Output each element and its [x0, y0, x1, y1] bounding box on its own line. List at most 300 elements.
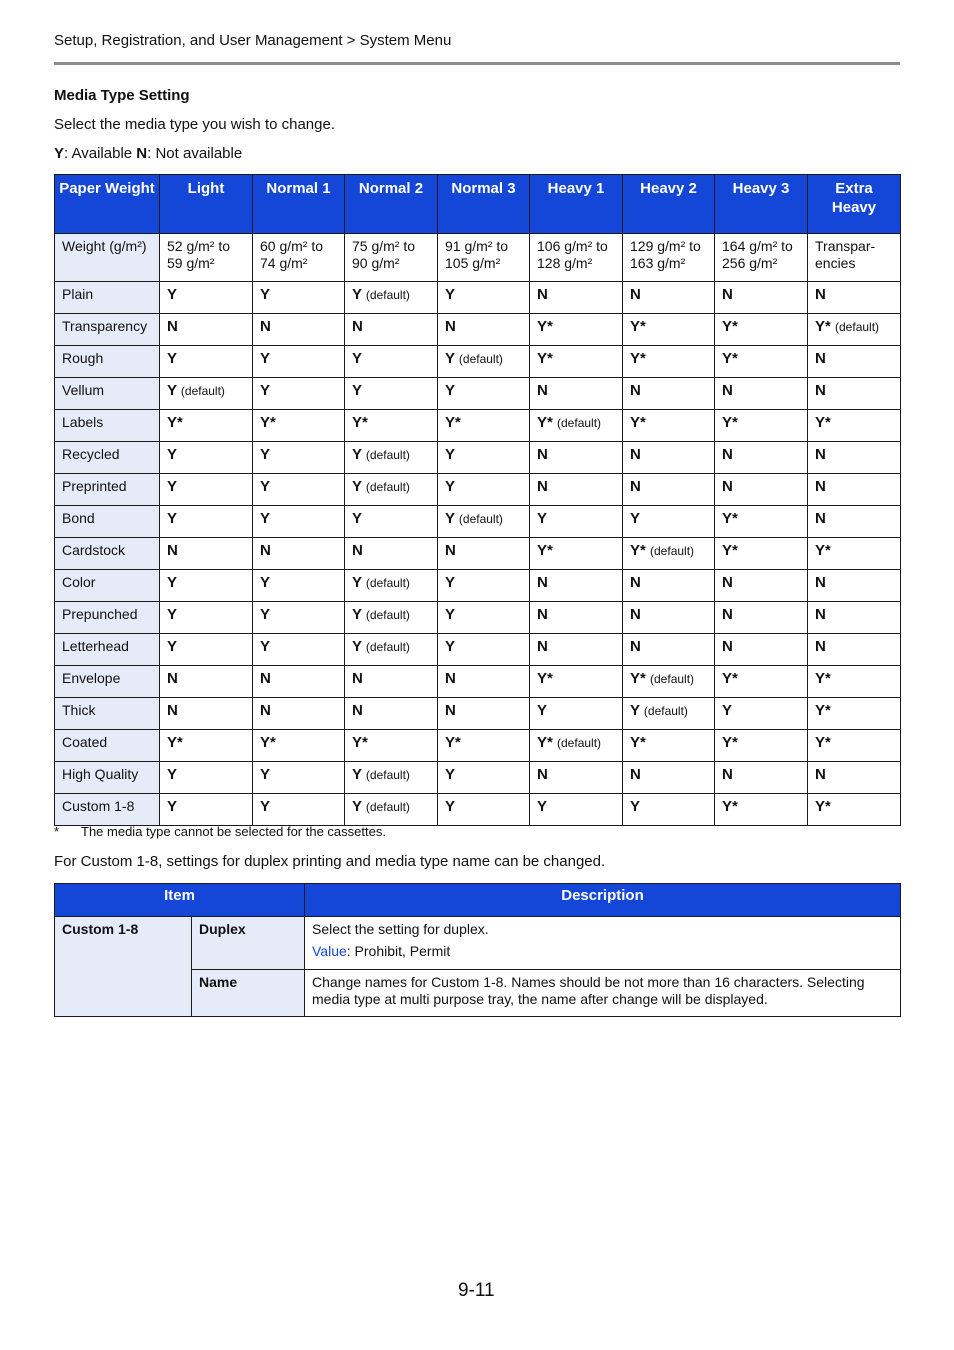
availability-value: Y* [815, 798, 831, 815]
availability-cell [530, 634, 623, 666]
media-row [55, 698, 901, 730]
availability-cell [438, 378, 530, 410]
availability-value: Y [167, 510, 178, 527]
availability-cell [715, 506, 808, 538]
availability-value: N [722, 382, 733, 399]
availability-value: Y* [815, 734, 831, 751]
availability-cell [253, 314, 345, 346]
custom-settings-table [54, 883, 901, 1017]
availability-value: Y* [722, 734, 738, 751]
availability-value: Y [260, 606, 271, 623]
duplex-row [55, 917, 901, 970]
weight-cell: 164 g/m² to 256 g/m² [715, 234, 808, 282]
breadcrumb: Setup, Registration, and User Management > System Menu [54, 32, 452, 49]
availability-cell [253, 474, 345, 506]
availability-value: N [352, 702, 363, 719]
header-heavy-1: Heavy 1 [530, 175, 623, 234]
availability-value: Y [167, 286, 178, 303]
availability-cell [253, 762, 345, 794]
availability-value: Y* [630, 734, 646, 751]
media-row-label: Envelope [55, 666, 160, 698]
availability-value: Y [445, 798, 456, 815]
availability-cell [253, 634, 345, 666]
availability-value: Y [630, 702, 640, 719]
default-marker: (default) [365, 608, 410, 622]
availability-value: N [167, 670, 178, 687]
availability-cell [623, 282, 715, 314]
availability-cell [160, 602, 253, 634]
availability-value: Y* [722, 350, 738, 367]
availability-cell [808, 762, 901, 794]
default-marker: (default) [557, 416, 602, 430]
availability-value: N [260, 542, 271, 559]
availability-value: Y* [537, 734, 553, 751]
name-description: Change names for Custom 1-8. Names should be not more than 16 characters. Selecting media type at multi purpose tray, the name after change will be displayed. [305, 970, 901, 1017]
availability-cell [438, 538, 530, 570]
availability-cell [253, 698, 345, 730]
availability-cell [808, 346, 901, 378]
availability-value: Y* [815, 670, 831, 687]
availability-cell [623, 570, 715, 602]
availability-value: Y* [815, 318, 831, 335]
media-row-label: Transparency [55, 314, 160, 346]
media-row-label: High Quality [55, 762, 160, 794]
header-normal-3: Normal 3 [438, 175, 530, 234]
availability-value: N [630, 478, 641, 495]
availability-cell [623, 602, 715, 634]
availability-value: N [815, 286, 826, 303]
availability-value: Y [352, 574, 362, 591]
availability-value: Y [537, 510, 548, 527]
availability-value: Y* [445, 734, 461, 751]
availability-value: Y* [537, 350, 553, 367]
availability-value: N [815, 766, 826, 783]
availability-cell [530, 346, 623, 378]
default-marker: (default) [365, 480, 410, 494]
availability-cell [253, 794, 345, 826]
availability-cell [623, 698, 715, 730]
duplex-value-line [312, 943, 893, 960]
legend-n: N [136, 145, 148, 162]
duplex-label: Duplex [192, 917, 305, 970]
weight-cell: 129 g/m² to 163 g/m² [623, 234, 715, 282]
media-row [55, 794, 901, 826]
availability-cell [345, 730, 438, 762]
availability-cell [623, 346, 715, 378]
footnote-text: The media type cannot be selected for the cassettes. [81, 824, 386, 839]
availability-cell [438, 570, 530, 602]
availability-cell [623, 506, 715, 538]
availability-cell [623, 474, 715, 506]
availability-value: N [722, 574, 733, 591]
media-row-label: Prepunched [55, 602, 160, 634]
media-row [55, 346, 901, 378]
availability-cell [530, 442, 623, 474]
availability-value: N [445, 318, 456, 335]
availability-value: Y [445, 446, 456, 463]
availability-value: Y [352, 446, 362, 463]
availability-cell [715, 410, 808, 442]
duplex-desc-text: Select the setting for duplex. [312, 921, 489, 937]
availability-value: Y [260, 510, 271, 527]
availability-value: N [630, 766, 641, 783]
availability-cell [160, 410, 253, 442]
availability-cell [623, 762, 715, 794]
availability-cell [808, 602, 901, 634]
availability-value: N [167, 702, 178, 719]
availability-value: N [167, 318, 178, 335]
availability-cell [530, 794, 623, 826]
availability-value: N [815, 606, 826, 623]
header-heavy-2: Heavy 2 [623, 175, 715, 234]
default-marker: (default) [650, 544, 695, 558]
availability-cell [253, 570, 345, 602]
availability-value: Y [167, 382, 177, 399]
availability-value: N [722, 638, 733, 655]
availability-value: Y [445, 510, 455, 527]
legend-n-text: : Not available [147, 145, 243, 162]
media-row [55, 506, 901, 538]
availability-cell [715, 698, 808, 730]
availability-cell [530, 762, 623, 794]
media-row-label: Thick [55, 698, 160, 730]
media-row [55, 378, 901, 410]
availability-cell [345, 314, 438, 346]
availability-cell [623, 538, 715, 570]
availability-cell [808, 698, 901, 730]
availability-cell [715, 602, 808, 634]
availability-value: N [445, 702, 456, 719]
header-rule [54, 62, 900, 65]
availability-value: N [630, 382, 641, 399]
availability-cell [160, 282, 253, 314]
availability-legend [54, 145, 242, 162]
default-marker: (default) [365, 576, 410, 590]
availability-value: Y [167, 446, 178, 463]
custom-note: For Custom 1-8, settings for duplex printing and media type name can be changed. [54, 853, 606, 870]
media-row-label: Plain [55, 282, 160, 314]
availability-cell [160, 442, 253, 474]
availability-cell [253, 538, 345, 570]
header-extra-heavy: Extra Heavy [808, 175, 901, 234]
availability-cell [438, 506, 530, 538]
availability-value: N [352, 670, 363, 687]
media-row [55, 602, 901, 634]
availability-value: Y [352, 798, 362, 815]
availability-value: N [352, 542, 363, 559]
media-row [55, 730, 901, 762]
availability-value: Y* [630, 414, 646, 431]
weight-row [55, 234, 901, 282]
availability-cell [438, 698, 530, 730]
availability-value: Y [445, 286, 456, 303]
availability-cell [623, 442, 715, 474]
availability-value: Y [537, 702, 548, 719]
header-light: Light [160, 175, 253, 234]
media-row [55, 442, 901, 474]
availability-value: N [722, 478, 733, 495]
availability-value: Y* [815, 702, 831, 719]
availability-cell [345, 346, 438, 378]
availability-cell [345, 794, 438, 826]
availability-value: Y [445, 638, 456, 655]
availability-value: N [537, 382, 548, 399]
availability-cell [160, 538, 253, 570]
availability-value: Y* [630, 542, 646, 559]
availability-cell [715, 634, 808, 666]
page-number: 9-11 [458, 1280, 495, 1301]
availability-cell [808, 730, 901, 762]
availability-cell [345, 410, 438, 442]
availability-cell [623, 314, 715, 346]
availability-cell [345, 570, 438, 602]
media-row [55, 282, 901, 314]
availability-cell [530, 730, 623, 762]
default-marker: (default) [835, 320, 880, 334]
availability-value: Y* [630, 670, 646, 687]
legend-y: Y [54, 145, 65, 162]
availability-cell [160, 666, 253, 698]
default-marker: (default) [643, 704, 688, 718]
availability-value: Y [445, 766, 456, 783]
availability-value: Y* [445, 414, 461, 431]
media-row-label: Bond [55, 506, 160, 538]
default-marker: (default) [180, 384, 225, 398]
availability-value: Y [260, 350, 271, 367]
availability-cell [438, 634, 530, 666]
header-normal-2: Normal 2 [345, 175, 438, 234]
name-label: Name [192, 970, 305, 1017]
availability-cell [160, 474, 253, 506]
media-type-table [54, 174, 901, 826]
weight-cell: 75 g/m² to 90 g/m² [345, 234, 438, 282]
availability-cell [345, 602, 438, 634]
availability-cell [808, 378, 901, 410]
availability-value: Y [260, 478, 271, 495]
media-row [55, 314, 901, 346]
header-paper-weight: Paper Weight [55, 175, 160, 234]
legend-y-text: : Available [64, 145, 137, 162]
availability-value: Y* [167, 734, 183, 751]
availability-cell [160, 378, 253, 410]
availability-cell [345, 282, 438, 314]
availability-value: Y* [537, 542, 553, 559]
weight-cell: 106 g/m² to 128 g/m² [530, 234, 623, 282]
weight-cell: Transpar-encies [808, 234, 901, 282]
availability-value: N [537, 766, 548, 783]
availability-cell [160, 570, 253, 602]
availability-value: N [352, 318, 363, 335]
availability-value: Y [167, 638, 178, 655]
availability-value: N [537, 478, 548, 495]
availability-value: N [630, 574, 641, 591]
availability-cell [438, 314, 530, 346]
item-table-header-row [55, 884, 901, 917]
availability-cell [715, 378, 808, 410]
availability-cell [623, 666, 715, 698]
media-row-label: Rough [55, 346, 160, 378]
availability-value: Y [445, 606, 456, 623]
availability-value: Y [260, 798, 271, 815]
availability-value: Y* [537, 414, 553, 431]
availability-cell [530, 282, 623, 314]
availability-cell [808, 666, 901, 698]
availability-cell [715, 346, 808, 378]
availability-value: Y [445, 574, 456, 591]
default-marker: (default) [365, 640, 410, 654]
media-row-label: Color [55, 570, 160, 602]
availability-value: Y* [260, 414, 276, 431]
availability-value: N [445, 670, 456, 687]
availability-cell [530, 666, 623, 698]
availability-value: Y [630, 510, 641, 527]
availability-value: N [167, 542, 178, 559]
availability-value: Y* [352, 734, 368, 751]
availability-value: Y [352, 606, 362, 623]
availability-value: N [722, 766, 733, 783]
availability-cell [345, 506, 438, 538]
availability-cell [715, 442, 808, 474]
availability-value: N [630, 286, 641, 303]
availability-cell [530, 314, 623, 346]
availability-value: N [537, 574, 548, 591]
availability-cell [715, 730, 808, 762]
availability-value: Y* [722, 798, 738, 815]
availability-value: Y [260, 382, 271, 399]
availability-value: Y* [167, 414, 183, 431]
availability-value: Y [352, 638, 362, 655]
custom-group-label: Custom 1-8 [55, 917, 192, 1017]
media-row [55, 634, 901, 666]
availability-value: N [815, 382, 826, 399]
availability-value: Y [260, 638, 271, 655]
weight-row-label: Weight (g/m²) [55, 234, 160, 282]
availability-value: Y [630, 798, 641, 815]
availability-cell [623, 730, 715, 762]
availability-cell [808, 794, 901, 826]
availability-cell [160, 698, 253, 730]
availability-cell [623, 634, 715, 666]
availability-value: Y [445, 478, 456, 495]
availability-value: Y [352, 510, 363, 527]
header-normal-1: Normal 1 [253, 175, 345, 234]
availability-value: Y [260, 766, 271, 783]
duplex-value-text: : Prohibit, Permit [346, 943, 451, 959]
availability-cell [530, 378, 623, 410]
default-marker: (default) [365, 448, 410, 462]
availability-value: Y* [630, 350, 646, 367]
availability-cell [715, 666, 808, 698]
availability-value: N [537, 286, 548, 303]
media-row-label: Recycled [55, 442, 160, 474]
availability-value: Y* [537, 670, 553, 687]
media-row [55, 410, 901, 442]
availability-cell [438, 602, 530, 634]
availability-cell [160, 762, 253, 794]
availability-value: Y [167, 574, 178, 591]
media-table-header-row [55, 175, 901, 234]
availability-cell [808, 474, 901, 506]
availability-cell [253, 378, 345, 410]
availability-cell [530, 506, 623, 538]
availability-value: N [260, 318, 271, 335]
header-item: Item [55, 884, 305, 917]
availability-value: N [537, 606, 548, 623]
availability-value: N [722, 446, 733, 463]
availability-value: Y [260, 574, 271, 591]
availability-cell [160, 314, 253, 346]
availability-cell [530, 570, 623, 602]
availability-cell [715, 762, 808, 794]
availability-cell [345, 474, 438, 506]
availability-cell [530, 538, 623, 570]
default-marker: (default) [365, 288, 410, 302]
availability-value: N [815, 574, 826, 591]
availability-cell [715, 474, 808, 506]
media-row-label: Custom 1-8 [55, 794, 160, 826]
availability-value: N [815, 478, 826, 495]
availability-cell [345, 698, 438, 730]
media-row [55, 474, 901, 506]
availability-value: N [722, 286, 733, 303]
availability-value: Y [260, 286, 271, 303]
availability-cell [253, 282, 345, 314]
section-intro: Select the media type you wish to change. [54, 116, 336, 133]
availability-value: N [722, 606, 733, 623]
availability-cell [808, 538, 901, 570]
availability-value: Y* [352, 414, 368, 431]
media-row [55, 538, 901, 570]
availability-cell [160, 346, 253, 378]
media-row [55, 762, 901, 794]
availability-value: Y* [722, 510, 738, 527]
header-description: Description [305, 884, 901, 917]
availability-value: Y [445, 350, 455, 367]
availability-value: Y [167, 478, 178, 495]
availability-cell [438, 794, 530, 826]
weight-cell: 52 g/m² to 59 g/m² [160, 234, 253, 282]
availability-value: Y* [537, 318, 553, 335]
availability-value: N [445, 542, 456, 559]
availability-value: Y [352, 286, 362, 303]
default-marker: (default) [365, 768, 410, 782]
availability-cell [253, 666, 345, 698]
availability-value: Y* [722, 318, 738, 335]
availability-cell [253, 730, 345, 762]
availability-value: Y [167, 350, 178, 367]
availability-value: Y [352, 478, 362, 495]
default-marker: (default) [557, 736, 602, 750]
availability-cell [808, 282, 901, 314]
availability-cell [530, 602, 623, 634]
availability-cell [715, 538, 808, 570]
footnote-marker: * [54, 824, 60, 839]
availability-cell [530, 474, 623, 506]
availability-cell [160, 634, 253, 666]
availability-value: Y [722, 702, 733, 719]
availability-value: Y* [815, 414, 831, 431]
availability-cell [438, 730, 530, 762]
availability-value: N [815, 638, 826, 655]
section-title: Media Type Setting [54, 87, 190, 104]
availability-cell [808, 442, 901, 474]
media-row [55, 666, 901, 698]
availability-cell [623, 410, 715, 442]
availability-cell [253, 602, 345, 634]
weight-cell: 60 g/m² to 74 g/m² [253, 234, 345, 282]
availability-value: N [630, 638, 641, 655]
availability-cell [438, 474, 530, 506]
